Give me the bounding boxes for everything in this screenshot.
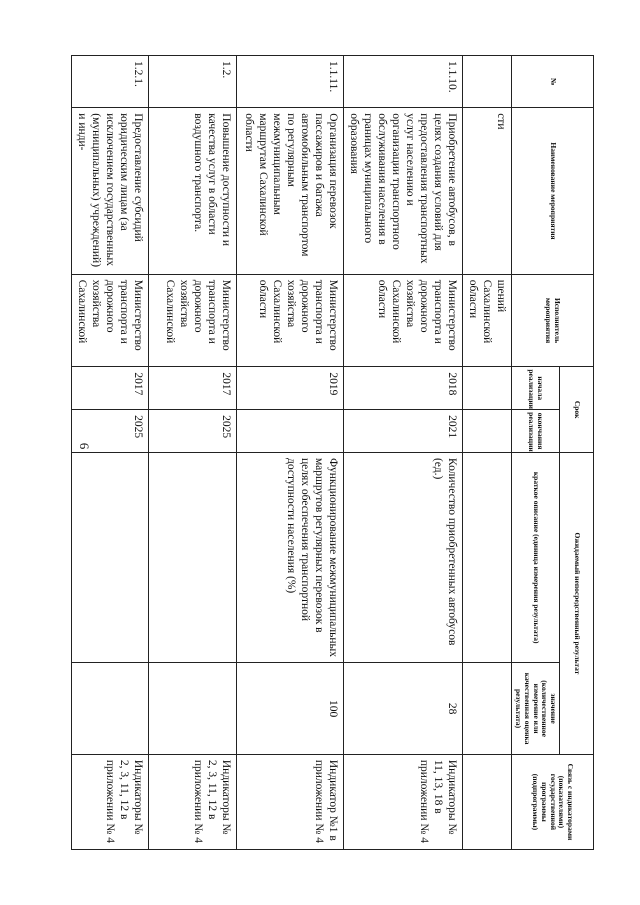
rotated-table-wrapper: [75, 55, 594, 850]
header-expected: Ожидаемый непосредственный результат: [560, 452, 594, 754]
row-executor: Министерство транспорта и дорожного хозяйства Сахалинской области: [236, 274, 343, 367]
table-row: [462, 56, 511, 850]
table-row: [148, 56, 236, 850]
row-num: 1.1.10.: [343, 56, 462, 108]
row-start: [462, 367, 511, 410]
row-executor: шений Сахалинской области: [462, 274, 511, 367]
row-value: 100: [236, 663, 343, 755]
row-value: 28: [343, 663, 462, 755]
row-end: [462, 410, 511, 453]
header-desc: краткое описание (единица измерения результата): [511, 452, 559, 662]
row-executor: Министерство транспорта и дорожного хозяйства Сахалинской: [148, 274, 236, 367]
row-link: Индикаторы № 2, 3, 11, 12 в приложении № 4: [71, 754, 148, 849]
row-name: Приобретение автобусов, в целях создания условий для предоставления транспортных услуг населению и организации транспортного обслуживания населения в границах муниципального образования: [343, 108, 462, 274]
row-value: [71, 663, 148, 755]
row-end: 2025: [71, 410, 148, 453]
row-start: 2019: [236, 367, 343, 410]
row-link: Индикаторы № 2, 3, 11, 12 в приложении № 4: [148, 754, 236, 849]
row-desc: Функционирование межмуниципальных маршрутов регулярных перевозок в целях обеспечения транспортной доступности населения (%): [236, 452, 343, 662]
row-desc: Количество приобретенных автобусов (ед.): [343, 452, 462, 662]
table-row: [236, 56, 343, 850]
row-name: Предоставление субсидий юридическим лицам (за исключением государственных (муниципальных) учреждений) и инди-: [71, 108, 148, 274]
row-value: [148, 663, 236, 755]
header-link: Связь с индикаторами (показателями) государственной программы (подпрограммы): [511, 754, 593, 849]
page-number: 6: [77, 442, 92, 450]
row-value: [462, 663, 511, 755]
header-value: значение (количественное измерение или качественная оценка результата): [511, 663, 559, 755]
program-activities-table: [71, 55, 594, 850]
row-name: сти: [462, 108, 511, 274]
row-num: 1.2.1.: [71, 56, 148, 108]
header-name: Наименование мероприятия: [511, 108, 593, 274]
row-name: Повышение доступности и качества услуг в области воздушного транспорта.: [148, 108, 236, 274]
table-row: [71, 56, 148, 850]
header-start: начала реализации: [511, 367, 559, 410]
row-num: [462, 56, 511, 108]
row-desc: [148, 452, 236, 662]
row-link: Индикаторы № 11, 13, 18 в приложении № 4: [343, 754, 462, 849]
row-num: 1.2.: [148, 56, 236, 108]
table-row: [343, 56, 462, 850]
row-end: 2025: [148, 410, 236, 453]
header-num: №: [511, 56, 593, 108]
row-end: [236, 410, 343, 453]
header-end: окончания реализации: [511, 410, 559, 453]
row-name: Организация перевозок пассажиров и багажа автомобильным транспортом по регулярным межмуниципальным маршрутам Сахалинской области: [236, 108, 343, 274]
row-num: 1.1.11.: [236, 56, 343, 108]
row-end: 2021: [343, 410, 462, 453]
row-start: 2017: [71, 367, 148, 410]
row-start: 2018: [343, 367, 462, 410]
row-desc: [71, 452, 148, 662]
row-executor: Министерство транспорта и дорожного хозяйства Сахалинской: [71, 274, 148, 367]
header-term: Срок: [560, 367, 594, 453]
header-executor: Исполнитель мероприятия: [511, 274, 593, 367]
row-link: [462, 754, 511, 849]
row-start: 2017: [148, 367, 236, 410]
row-desc: [462, 452, 511, 662]
row-executor: Министерство транспорта и дорожного хозяйства Сахалинской области: [343, 274, 462, 367]
row-link: Индикатор №1 в приложении № 4: [236, 754, 343, 849]
